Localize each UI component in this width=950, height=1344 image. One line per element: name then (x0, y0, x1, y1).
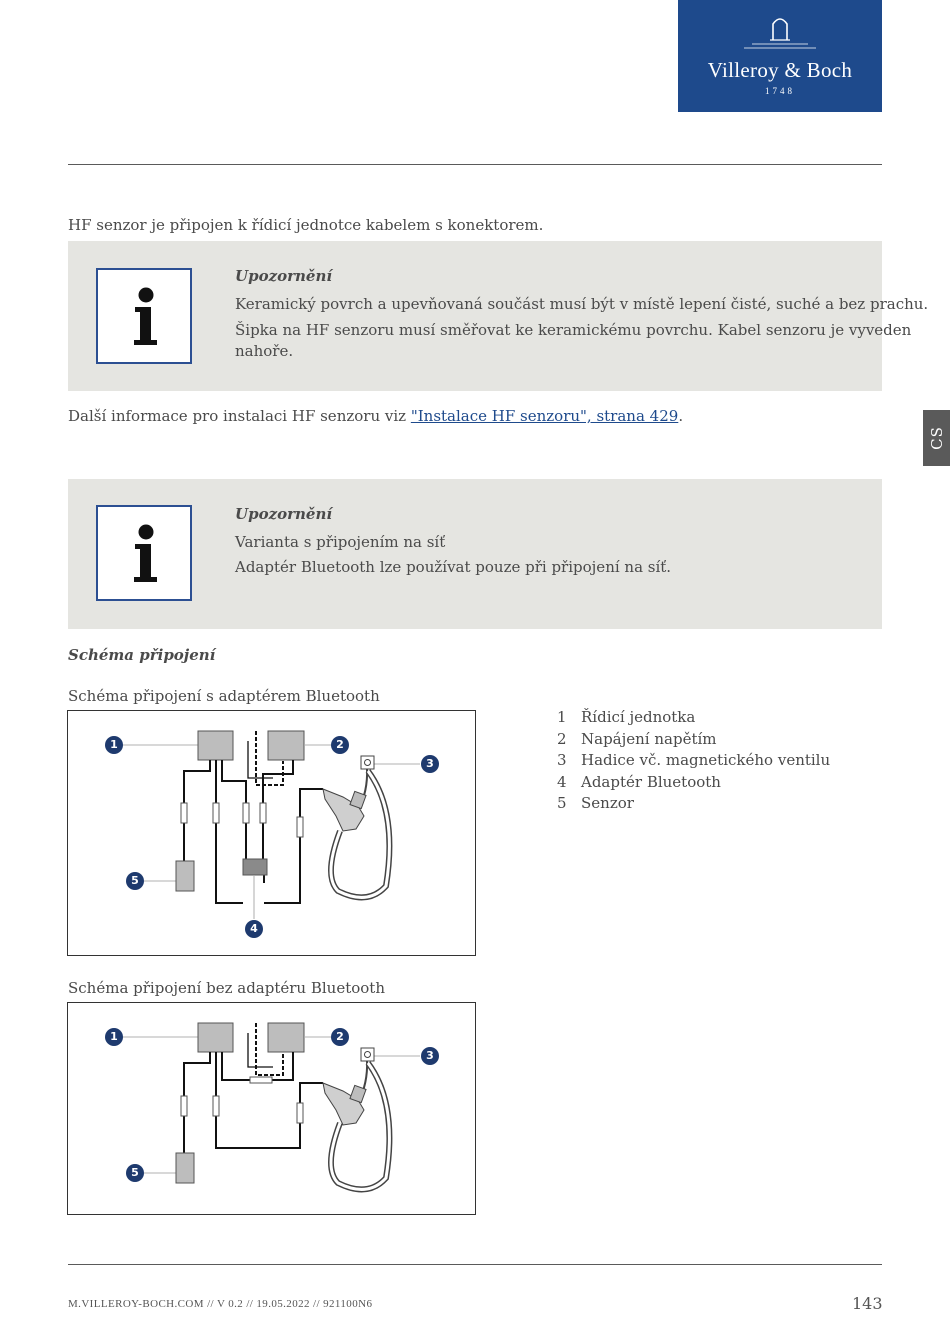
header-rule (68, 164, 882, 165)
legend-number: 2 (557, 729, 567, 748)
diagram-2-caption: Schéma připojení bez adaptéru Bluetooth (68, 979, 385, 997)
more-info-text (68, 405, 683, 427)
callout-4-label: 4 (250, 922, 258, 935)
legend-item (557, 793, 830, 815)
note-1-title: Upozornění (235, 267, 333, 285)
brand-year: 1748 (765, 86, 795, 96)
callout-3-label: 3 (426, 1049, 434, 1062)
more-info-suffix: . (678, 407, 684, 425)
legend-number: 4 (557, 772, 567, 791)
section-title: Schéma připojení (68, 646, 216, 664)
note-2-line-1: Varianta s připojením na síť (235, 533, 446, 551)
villeroy-boch-logo (678, 10, 882, 60)
info-icon (96, 268, 192, 364)
callout-1-label: 1 (110, 1030, 118, 1043)
page-number: 143 (852, 1294, 883, 1313)
note-1-line-2: Šipka na HF senzoru musí směřovat ke keramickému povrchu. Kabel senzoru je vyveden (235, 321, 912, 339)
legend-label: Řídicí jednotka (581, 708, 696, 726)
info-icon (96, 505, 192, 601)
legend-label: Adaptér Bluetooth (581, 772, 721, 791)
note-box-2 (68, 479, 882, 629)
brand-logo (678, 0, 882, 112)
legend-number: 3 (557, 751, 567, 769)
footer-info: M.VILLEROY-BOCH.COM // V 0.2 // 19.05.2022 // 921100N6 (68, 1298, 373, 1310)
note-1-line-3: nahoře. (235, 342, 294, 360)
language-tab-label: CS (927, 426, 946, 450)
legend-list (557, 707, 830, 815)
diagram-without-bluetooth (67, 1002, 476, 1215)
legend-item (557, 772, 830, 794)
legend-number: 5 (557, 794, 567, 812)
legend-item (557, 707, 830, 729)
legend-item (557, 750, 830, 772)
legend-label: Hadice vč. magnetického ventilu (581, 751, 831, 769)
legend-item (557, 729, 830, 751)
footer-rule (68, 1264, 882, 1265)
callout-2-label: 2 (336, 738, 344, 751)
legend-number: 1 (557, 708, 567, 726)
brand-name: Villeroy & Boch (707, 58, 853, 82)
note-2-title: Upozornění (235, 505, 333, 523)
diagram-1-caption: Schéma připojení s adaptérem Bluetooth (68, 687, 380, 705)
more-info-link[interactable]: "Instalace HF senzoru", strana 429 (410, 407, 679, 425)
more-info-prefix: Další informace pro instalaci HF senzoru viz (68, 407, 411, 425)
callout-1-label: 1 (110, 738, 118, 751)
note-box-1 (68, 241, 929, 391)
callout-5-label: 5 (131, 874, 139, 887)
callout-5-label: 5 (131, 1166, 139, 1179)
legend-label: Senzor (581, 794, 634, 812)
intro-text: HF senzor je připojen k řídicí jednotce kabelem s konektorem. (68, 216, 544, 234)
note-2-line-2: Adaptér Bluetooth lze používat pouze při připojení na síť. (235, 558, 672, 576)
note-1-line-1: Keramický povrch a upevňovaná součást musí být v místě lepení čisté, suché a bez prachu. (235, 295, 929, 313)
legend-label: Napájení napětím (581, 729, 717, 748)
diagram-with-bluetooth (67, 710, 476, 956)
language-tab[interactable] (923, 410, 950, 466)
callout-3-label: 3 (426, 757, 434, 770)
callout-2-label: 2 (336, 1030, 344, 1043)
